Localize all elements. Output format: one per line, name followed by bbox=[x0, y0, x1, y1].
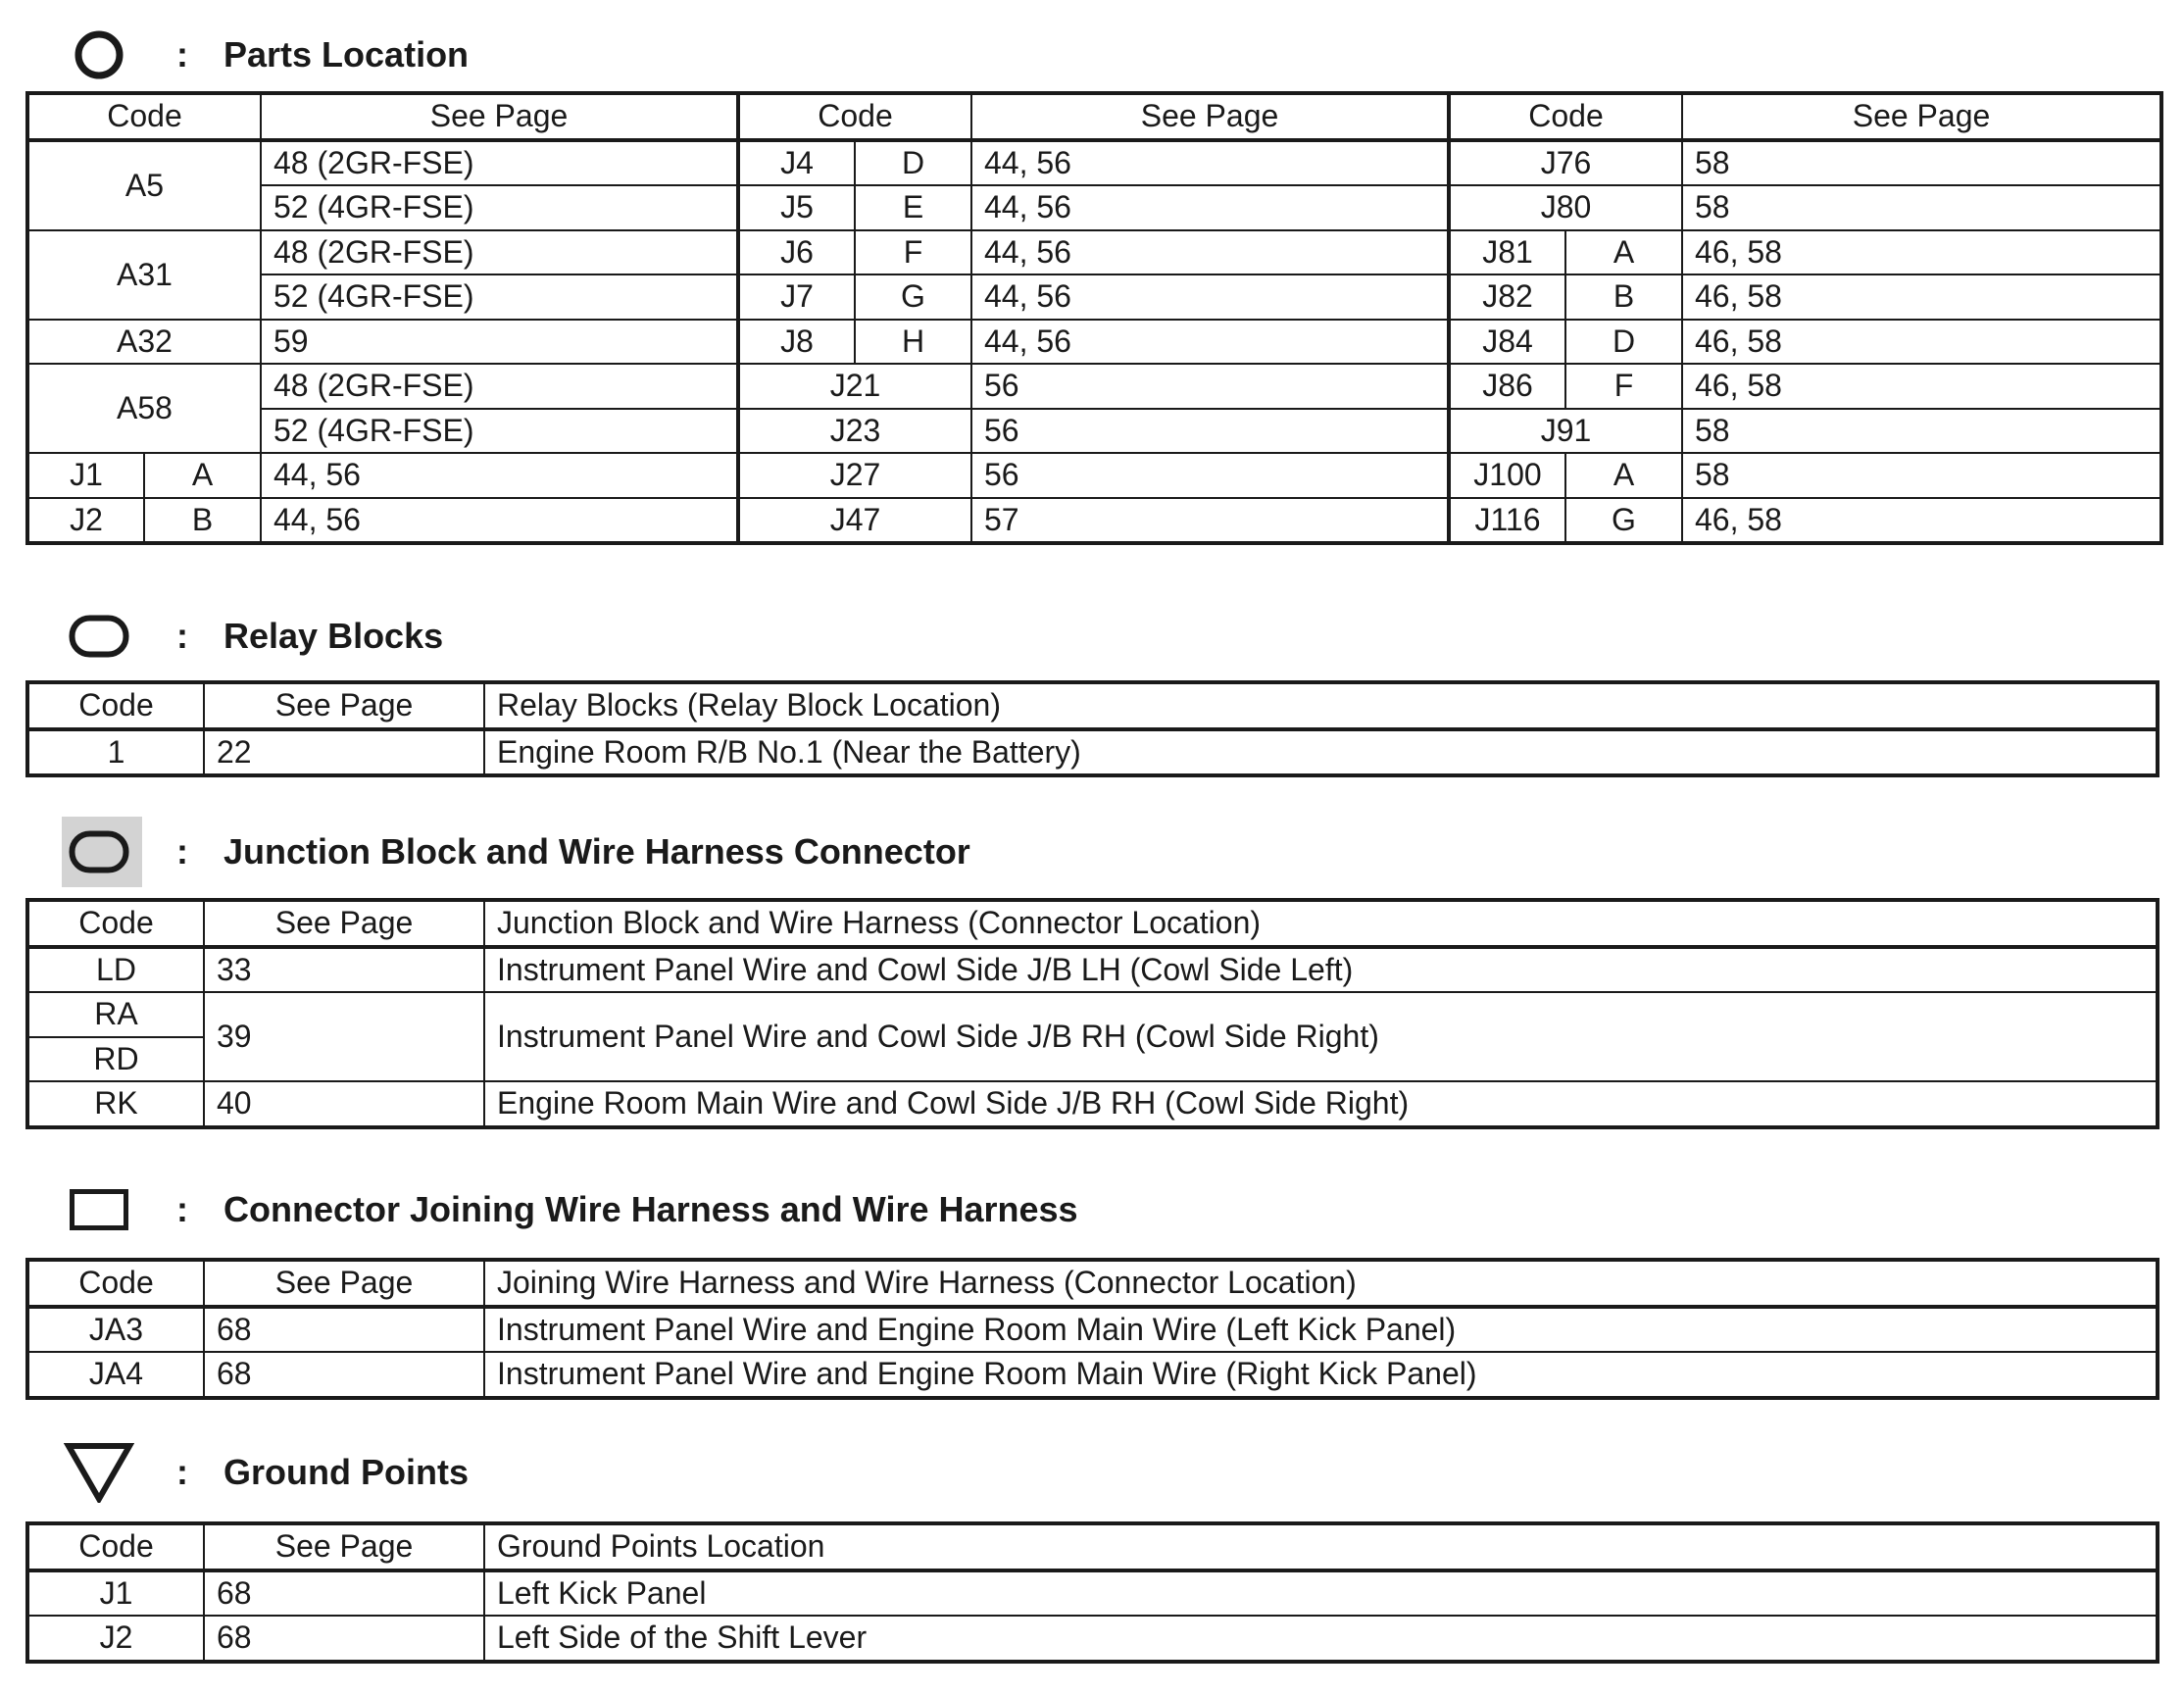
sub-code-cell: D bbox=[1565, 320, 1682, 365]
table-header-row bbox=[27, 682, 2158, 729]
code-cell: J5 bbox=[738, 185, 855, 230]
code-cell: J27 bbox=[738, 453, 971, 498]
page-cell: 52 (4GR-FSE) bbox=[261, 409, 738, 454]
code-cell: J8 bbox=[738, 320, 855, 365]
page-cell: 22 bbox=[204, 729, 484, 776]
page-cell: 68 bbox=[204, 1307, 484, 1353]
column-header: See Page bbox=[204, 1523, 484, 1570]
triangle-down-icon bbox=[61, 1441, 137, 1504]
page-cell: 44, 56 bbox=[971, 185, 1449, 230]
code-cell: 1 bbox=[27, 729, 204, 776]
table-row bbox=[27, 453, 2161, 498]
column-header: See Page bbox=[204, 900, 484, 947]
code-cell: J1 bbox=[27, 1570, 204, 1617]
description-cell: Left Side of the Shift Lever bbox=[484, 1616, 2158, 1662]
section-title: Junction Block and Wire Harness Connector bbox=[223, 831, 970, 872]
page-cell: 52 (4GR-FSE) bbox=[261, 274, 738, 320]
rectangle-icon bbox=[61, 1178, 137, 1241]
page-cell: 44, 56 bbox=[971, 274, 1449, 320]
table-row bbox=[27, 320, 2161, 365]
ground-points-heading bbox=[61, 1441, 469, 1504]
code-cell: A58 bbox=[27, 364, 261, 453]
column-header: Joining Wire Harness and Wire Harness (Connector Location) bbox=[484, 1260, 2158, 1307]
sub-code-cell: B bbox=[144, 498, 261, 544]
code-cell: RD bbox=[27, 1037, 204, 1082]
description-cell: Instrument Panel Wire and Cowl Side J/B RH (Cowl Side Right) bbox=[484, 992, 2158, 1081]
heading-colon: : bbox=[176, 1452, 188, 1492]
description-cell: Instrument Panel Wire and Cowl Side J/B LH (Cowl Side Left) bbox=[484, 947, 2158, 993]
page-cell: 52 (4GR-FSE) bbox=[261, 185, 738, 230]
code-cell: J23 bbox=[738, 409, 971, 454]
table-header-row bbox=[27, 1523, 2158, 1570]
table-row bbox=[27, 947, 2158, 993]
page-cell: 68 bbox=[204, 1570, 484, 1617]
table-row bbox=[27, 729, 2158, 776]
code-cell: LD bbox=[27, 947, 204, 993]
column-header: Code bbox=[27, 900, 204, 947]
sub-code-cell: A bbox=[144, 453, 261, 498]
table-header-row bbox=[27, 900, 2158, 947]
page-cell: 56 bbox=[971, 409, 1449, 454]
page-cell: 56 bbox=[971, 364, 1449, 409]
section-title: Connector Joining Wire Harness and Wire Harness bbox=[223, 1189, 1078, 1229]
table-header-row bbox=[27, 1260, 2158, 1307]
table-row bbox=[27, 1570, 2158, 1617]
page-cell: 33 bbox=[204, 947, 484, 993]
page-cell: 46, 58 bbox=[1682, 320, 2161, 365]
section-title: Ground Points bbox=[223, 1452, 469, 1492]
relay-blocks-table bbox=[25, 680, 2159, 777]
column-header: Code bbox=[27, 93, 261, 140]
page-cell: 58 bbox=[1682, 453, 2161, 498]
ground-points-table bbox=[25, 1521, 2159, 1664]
code-cell: J100 bbox=[1449, 453, 1565, 498]
rounded-rectangle-shaded-icon bbox=[61, 821, 137, 883]
junction-block-table bbox=[25, 898, 2159, 1129]
page-cell: 44, 56 bbox=[971, 230, 1449, 275]
column-header: See Page bbox=[1682, 93, 2161, 140]
column-header: See Page bbox=[971, 93, 1449, 140]
code-cell: J86 bbox=[1449, 364, 1565, 409]
page-cell: 44, 56 bbox=[261, 453, 738, 498]
code-cell: J91 bbox=[1449, 409, 1682, 454]
page-cell: 68 bbox=[204, 1616, 484, 1662]
sub-code-cell: D bbox=[855, 140, 971, 186]
page-cell: 48 (2GR-FSE) bbox=[261, 140, 738, 186]
sub-code-cell: E bbox=[855, 185, 971, 230]
page-cell: 46, 58 bbox=[1682, 364, 2161, 409]
joining-connector-table bbox=[25, 1258, 2159, 1400]
table-row bbox=[27, 364, 2161, 409]
table-row bbox=[27, 1616, 2158, 1662]
code-cell: JA3 bbox=[27, 1307, 204, 1353]
page-cell: 58 bbox=[1682, 409, 2161, 454]
table-row bbox=[27, 274, 2161, 320]
table-row bbox=[27, 230, 2161, 275]
column-header: See Page bbox=[204, 1260, 484, 1307]
page-cell: 59 bbox=[261, 320, 738, 365]
page-cell: 68 bbox=[204, 1352, 484, 1398]
description-cell: Instrument Panel Wire and Engine Room Main Wire (Right Kick Panel) bbox=[484, 1352, 2158, 1398]
section-title: Relay Blocks bbox=[223, 616, 444, 656]
page-cell: 58 bbox=[1682, 185, 2161, 230]
code-cell: A32 bbox=[27, 320, 261, 365]
code-cell: J81 bbox=[1449, 230, 1565, 275]
table-row bbox=[27, 1081, 2158, 1127]
page-cell: 56 bbox=[971, 453, 1449, 498]
code-cell: J84 bbox=[1449, 320, 1565, 365]
table-row bbox=[27, 498, 2161, 544]
column-header: Junction Block and Wire Harness (Connector Location) bbox=[484, 900, 2158, 947]
table-row bbox=[27, 140, 2161, 186]
table-row bbox=[27, 992, 2158, 1037]
table-row bbox=[27, 1352, 2158, 1398]
section-title: Parts Location bbox=[223, 34, 470, 75]
sub-code-cell: A bbox=[1565, 230, 1682, 275]
heading-colon: : bbox=[176, 831, 188, 872]
code-cell: J21 bbox=[738, 364, 971, 409]
code-cell: A31 bbox=[27, 230, 261, 320]
page-cell: 44, 56 bbox=[971, 140, 1449, 186]
table-header-row bbox=[27, 93, 2161, 140]
page-cell: 58 bbox=[1682, 140, 2161, 186]
column-header: Code bbox=[27, 1523, 204, 1570]
page-cell: 46, 58 bbox=[1682, 274, 2161, 320]
page-cell: 44, 56 bbox=[971, 320, 1449, 365]
code-cell: RA bbox=[27, 992, 204, 1037]
table-row bbox=[27, 1307, 2158, 1353]
parts-location-table bbox=[25, 91, 2163, 545]
code-cell: J47 bbox=[738, 498, 971, 544]
column-header: Code bbox=[1449, 93, 1682, 140]
code-cell: J6 bbox=[738, 230, 855, 275]
column-header: Code bbox=[27, 682, 204, 729]
code-cell: J2 bbox=[27, 1616, 204, 1662]
sub-code-cell: G bbox=[1565, 498, 1682, 544]
relay-blocks-heading bbox=[61, 605, 443, 668]
heading-colon: : bbox=[176, 1189, 188, 1229]
rounded-rectangle-icon bbox=[61, 605, 137, 668]
code-cell: A5 bbox=[27, 140, 261, 230]
sub-code-cell: G bbox=[855, 274, 971, 320]
page-cell: 48 (2GR-FSE) bbox=[261, 364, 738, 409]
sub-code-cell: F bbox=[1565, 364, 1682, 409]
page-cell: 44, 56 bbox=[261, 498, 738, 544]
sub-code-cell: H bbox=[855, 320, 971, 365]
heading-colon: : bbox=[176, 616, 188, 656]
page-cell: 48 (2GR-FSE) bbox=[261, 230, 738, 275]
page-cell: 57 bbox=[971, 498, 1449, 544]
column-header: See Page bbox=[204, 682, 484, 729]
description-cell: Left Kick Panel bbox=[484, 1570, 2158, 1617]
code-cell: J80 bbox=[1449, 185, 1682, 230]
code-cell: J7 bbox=[738, 274, 855, 320]
description-cell: Engine Room Main Wire and Cowl Side J/B RH (Cowl Side Right) bbox=[484, 1081, 2158, 1127]
code-cell: J76 bbox=[1449, 140, 1682, 186]
column-header: Relay Blocks (Relay Block Location) bbox=[484, 682, 2158, 729]
page-cell: 46, 58 bbox=[1682, 230, 2161, 275]
sub-code-cell: F bbox=[855, 230, 971, 275]
column-header: See Page bbox=[261, 93, 738, 140]
junction-block-heading bbox=[61, 821, 970, 883]
description-cell: Engine Room R/B No.1 (Near the Battery) bbox=[484, 729, 2158, 776]
heading-colon: : bbox=[176, 34, 188, 75]
sub-code-cell: B bbox=[1565, 274, 1682, 320]
page-cell: 40 bbox=[204, 1081, 484, 1127]
code-cell: J82 bbox=[1449, 274, 1565, 320]
sub-code-cell: A bbox=[1565, 453, 1682, 498]
code-cell: J2 bbox=[27, 498, 144, 544]
column-header: Code bbox=[738, 93, 971, 140]
parts-location-heading bbox=[61, 24, 469, 86]
table-row bbox=[27, 409, 2161, 454]
column-header: Code bbox=[27, 1260, 204, 1307]
page-cell: 46, 58 bbox=[1682, 498, 2161, 544]
table-row bbox=[27, 185, 2161, 230]
code-cell: J1 bbox=[27, 453, 144, 498]
code-cell: JA4 bbox=[27, 1352, 204, 1398]
circle-icon bbox=[61, 24, 137, 86]
code-cell: RK bbox=[27, 1081, 204, 1127]
code-cell: J4 bbox=[738, 140, 855, 186]
page-cell: 39 bbox=[204, 992, 484, 1081]
code-cell: J116 bbox=[1449, 498, 1565, 544]
description-cell: Instrument Panel Wire and Engine Room Main Wire (Left Kick Panel) bbox=[484, 1307, 2158, 1353]
joining-connector-heading bbox=[61, 1178, 1078, 1241]
column-header: Ground Points Location bbox=[484, 1523, 2158, 1570]
